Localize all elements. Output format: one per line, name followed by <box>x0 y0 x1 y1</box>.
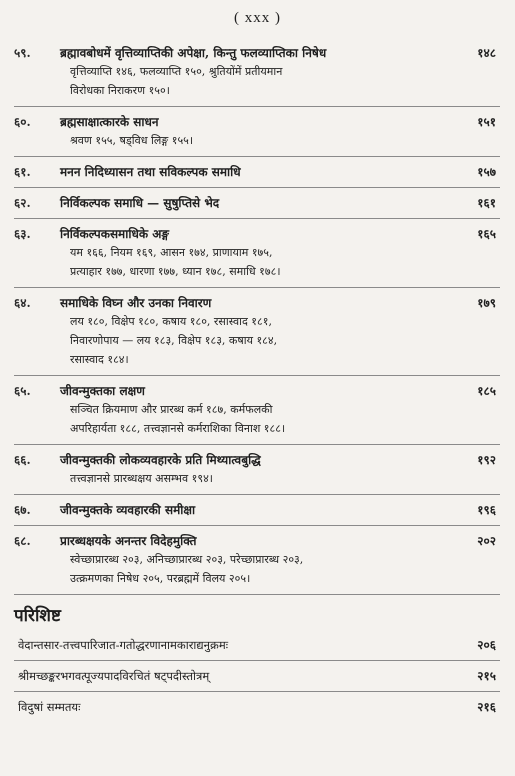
appendix-page: २१५ <box>477 669 496 683</box>
entry-subtopics: तत्त्वज्ञानसे प्रारब्धक्षय असम्भव १९४। <box>70 472 213 485</box>
appendix-list <box>0 630 515 722</box>
entry-page: १९६ <box>477 503 496 517</box>
toc-entry <box>14 157 500 188</box>
entry-subtopics: अपरिहार्यता १८८, तत्त्वज्ञानसे कर्मराशिका विनाश १८८। <box>70 422 286 435</box>
appendix-heading: परिशिष्ट <box>14 606 61 626</box>
entry-number: ६२. <box>14 196 31 210</box>
table-of-contents <box>0 38 515 722</box>
entry-number: ६५. <box>14 384 31 398</box>
entry-page: १६५ <box>477 227 496 241</box>
toc-entry <box>14 526 500 595</box>
entry-number: ६८. <box>14 534 31 548</box>
entry-page: १५७ <box>477 165 496 179</box>
entry-title: जीवन्मुक्तके व्यवहारकी समीक्षा <box>60 503 196 517</box>
entry-title: ब्रह्मावबोधमें वृत्तिव्याप्तिकी अपेक्षा, किन्तु फलव्याप्तिका निषेध <box>60 46 327 60</box>
appendix-page: २१६ <box>477 700 496 714</box>
entry-page: १८५ <box>477 384 496 398</box>
entry-page: १५१ <box>477 115 496 129</box>
entry-subtopics: विरोधका निराकरण १५०। <box>70 84 170 97</box>
entry-title: निर्विकल्पक समाधि — सुषुप्तिसे भेद <box>60 196 220 210</box>
entry-number: ५९. <box>14 46 31 60</box>
entry-subtopics: लय १८०, विक्षेप १८०, कषाय १८०, रसास्वाद १८१, <box>70 315 272 328</box>
toc-entry <box>14 376 500 445</box>
toc-entry <box>14 38 500 107</box>
entry-page: १४८ <box>477 46 496 60</box>
entry-title: जीवन्मुक्तका लक्षण <box>60 384 145 398</box>
entry-subtopics: प्रत्याहार १७७, धारणा १७७, ध्यान १७८, समाधि १७८। <box>70 265 281 278</box>
entry-title: ब्रह्मसाक्षात्कारके साधन <box>60 115 159 129</box>
entry-title: मनन निदिध्यासन तथा सविकल्पक समाधि <box>60 165 241 179</box>
entry-subtopics: स्वेच्छाप्रारब्ध २०३, अनिच्छाप्रारब्ध २०३, परेच्छाप्रारब्ध २०३, <box>70 553 304 566</box>
toc-entry <box>14 107 500 157</box>
entry-page: १७९ <box>477 296 496 310</box>
entry-subtopics: वृत्तिव्याप्ति १४६, फलव्याप्ति १५०, श्रुतियोंमें प्रतीयमान <box>70 65 283 78</box>
appendix-entry <box>14 630 500 661</box>
toc-entry <box>14 445 500 495</box>
toc-entry <box>14 288 500 376</box>
toc-entry <box>14 495 500 526</box>
entry-title: प्रारब्धक्षयके अनन्तर विदेहमुक्ति <box>60 534 197 548</box>
entry-number: ६३. <box>14 227 31 241</box>
entry-subtopics: यम १६६, नियम १६९, आसन १७४, प्राणायाम १७५, <box>70 246 273 259</box>
entry-page: १९२ <box>477 453 496 467</box>
entry-number: ६०. <box>14 115 31 129</box>
appendix-title: श्रीमच्छङ्करभगवत्पूज्यपादविरचितं षट्पदीस्तोत्रम् <box>18 669 210 683</box>
entry-subtopics: निवारणोपाय — लय १८३, विक्षेप १८३, कषाय १८४, <box>70 334 278 347</box>
page-number: ( xxx ) <box>234 10 281 26</box>
entry-subtopics: सञ्चित क्रियमाण और प्रारब्ध कर्म १८७, कर्मफलकी <box>70 403 273 416</box>
entry-number: ६४. <box>14 296 31 310</box>
appendix-title: वेदान्तसार-तत्त्वपारिजात-गतोद्धरणानामकाराद्यनुक्रमः <box>18 638 229 652</box>
entry-subtopics: उत्क्रमणका निषेध २०५, परब्रह्ममें विलय २०५। <box>70 572 251 585</box>
toc-entry <box>14 188 500 219</box>
appendix-entry <box>14 661 500 692</box>
appendix-page: २०६ <box>477 638 496 652</box>
entry-subtopics: श्रवण १५५, षड्विध लिङ्ग १५५। <box>70 134 194 147</box>
entry-page: १६१ <box>477 196 496 210</box>
entry-page: २०२ <box>477 534 496 548</box>
toc-entries <box>0 38 515 595</box>
entry-subtopics: रसास्वाद १८४। <box>70 353 129 366</box>
entry-number: ६७. <box>14 503 31 517</box>
toc-entry <box>14 219 500 288</box>
entry-title: जीवन्मुक्तकी लोकव्यवहारके प्रति मिथ्यात्वबुद्धि <box>60 453 261 467</box>
appendix-title: विदुषां सम्मतयः <box>18 700 81 714</box>
entry-number: ६६. <box>14 453 31 467</box>
entry-title: निर्विकल्पकसमाधिके अङ्ग <box>60 227 169 241</box>
entry-number: ६१. <box>14 165 31 179</box>
entry-title: समाधिके विघ्न और उनका निवारण <box>60 296 212 310</box>
appendix-entry <box>14 692 500 722</box>
